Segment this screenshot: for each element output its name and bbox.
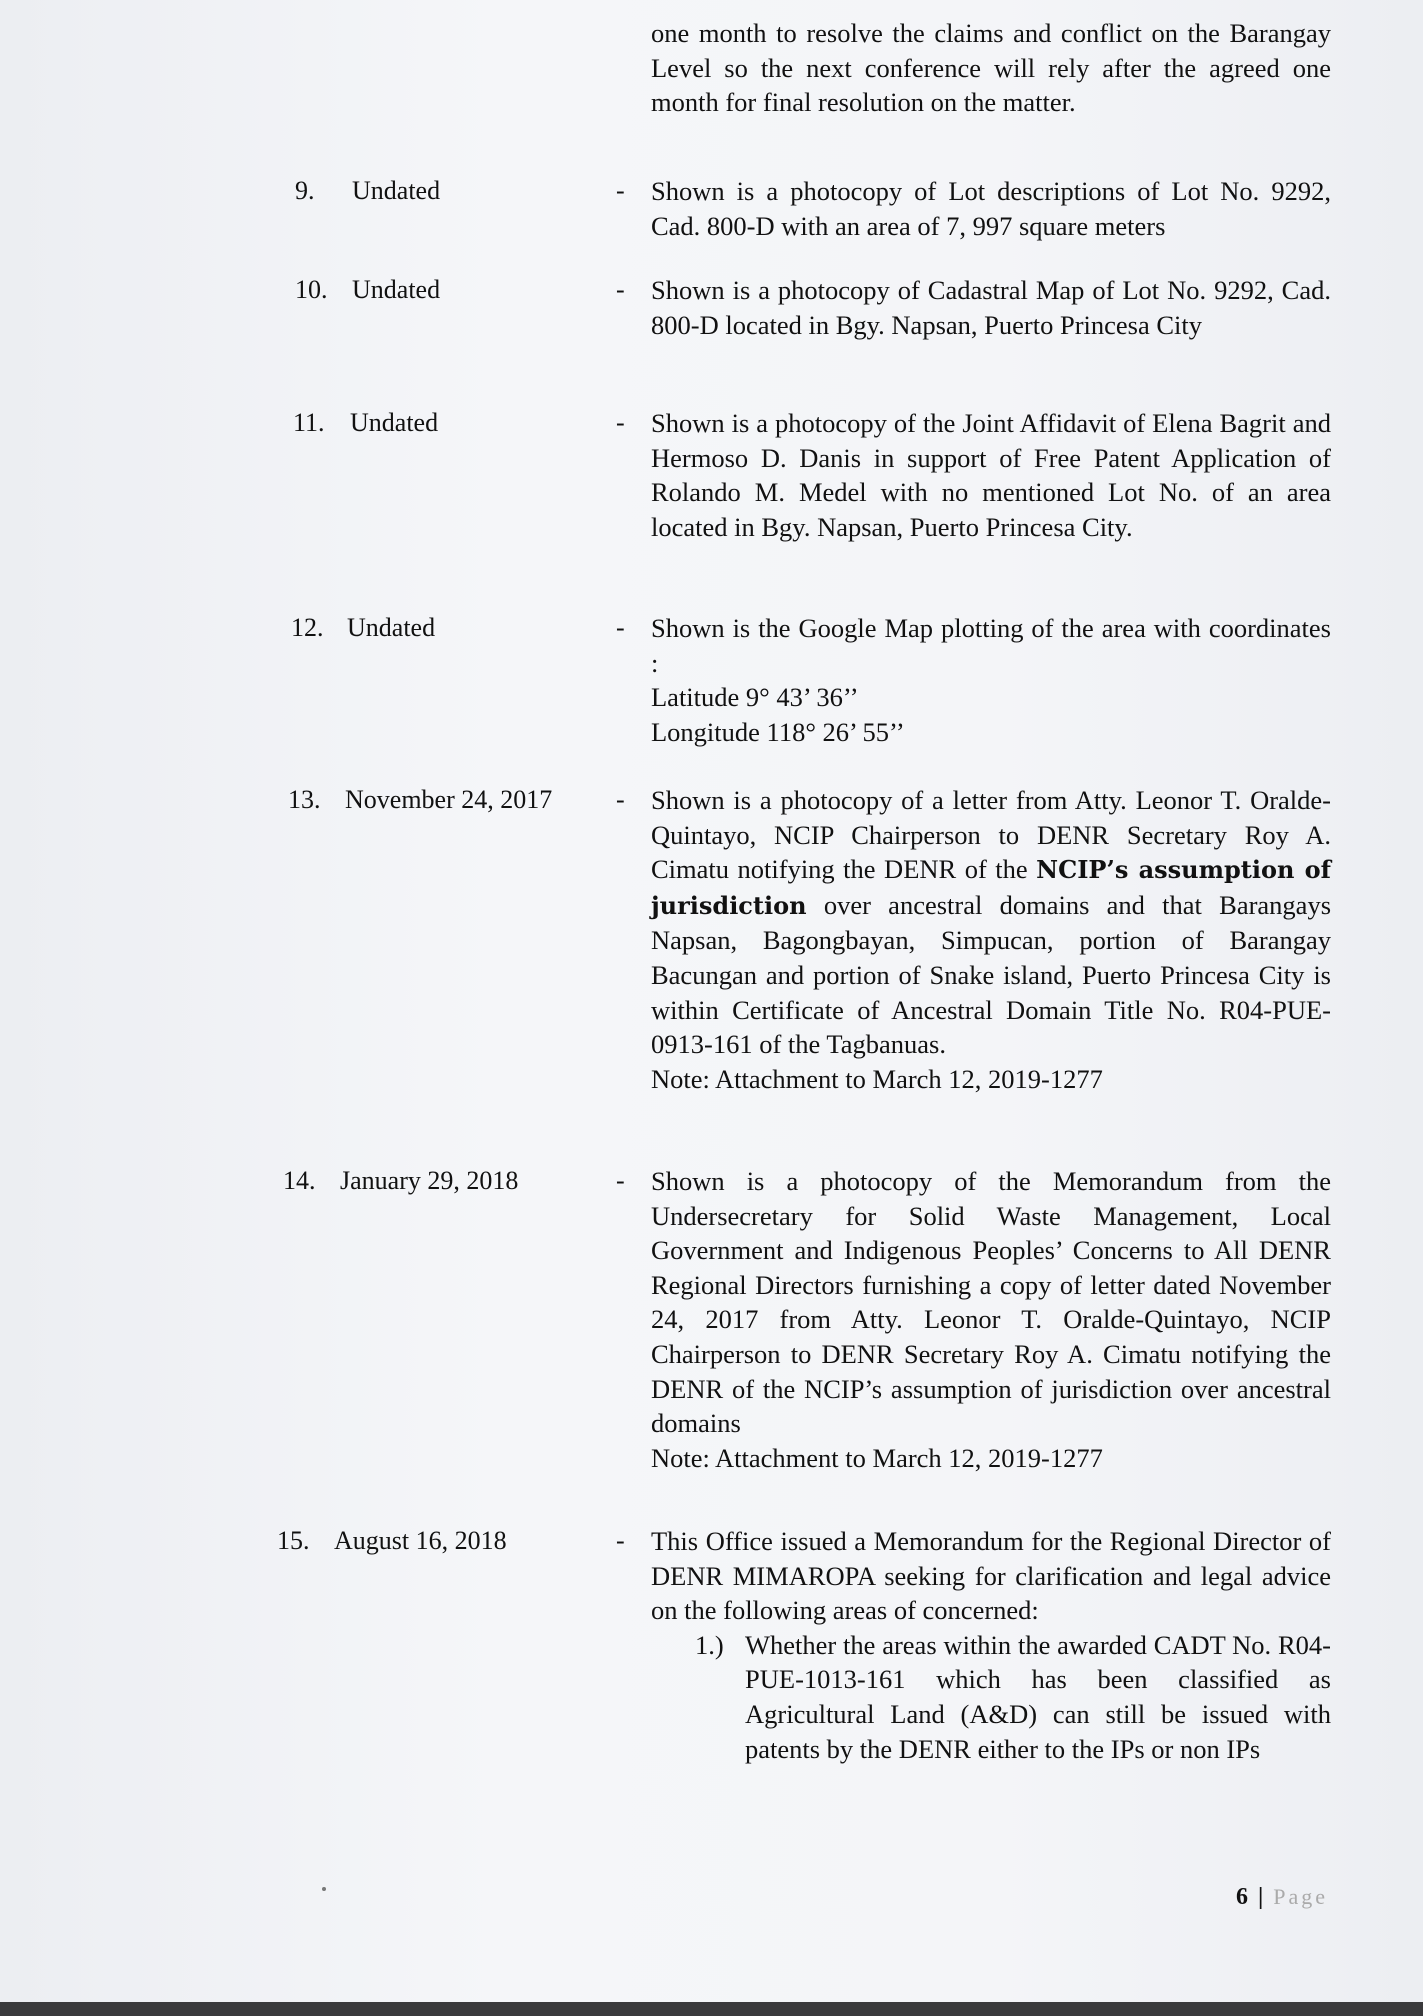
sub-item-number: 1.)	[695, 1629, 724, 1660]
description-text: This Office issued a Memorandum for the Regional Director of DENR MIMAROPA seeking for clarification and legal advice on the following areas of concerned:	[651, 1526, 1331, 1626]
entry-date: August 16, 2018	[334, 1526, 507, 1555]
page-label: Page	[1273, 1884, 1328, 1909]
entry-number: 13.	[288, 785, 321, 814]
latitude-text: Latitude 9° 43’ 36’’	[651, 682, 859, 713]
description-text: Shown is a photocopy of Lot descriptions of Lot No. 9292, Cad. 800-D with an area of 7, 997 square meters	[651, 176, 1331, 241]
entry-date: Undated	[347, 613, 436, 642]
entry-number: 10.	[295, 275, 328, 304]
attachment-note: Note: Attachment to March 12, 2019-1277	[651, 1063, 1103, 1094]
page-footer	[1236, 1884, 1328, 1911]
entry-number: 15.	[277, 1526, 310, 1555]
entry-number: 9.	[295, 176, 315, 205]
description-text: over ancestral domains and that Barangays Napsan, Bagongbayan, Simpucan, portion of Barangay Bacungan and portion of Snake island, Puerto Princesa City is within Certificate of Ancestral Domain Title No. R04-PUE-0913-161 of the Tagbanuas.	[651, 889, 1332, 1060]
ink-speck	[322, 1887, 326, 1891]
longitude-text: Longitude 118° 26’ 55’’	[651, 716, 905, 747]
description-bold-text: NCIP’s assumption of jurisdiction	[651, 855, 1331, 920]
entry-dash: -	[616, 408, 625, 437]
entry-dash: -	[616, 275, 625, 304]
entry-date: November 24, 2017	[345, 785, 553, 814]
description-text: Shown is a photocopy of the Joint Affidavit of Elena Bagrit and Hermoso D. Danis in support of Free Patent Application of Rolando M. Medel with no mentioned Lot No. of an area located in Bgy. Napsan, Puerto Princesa City.	[651, 408, 1331, 542]
description-text: Shown is a photocopy of Cadastral Map of Lot No. 9292, Cad. 800-D located in Bgy. Napsan, Puerto Princesa City	[651, 275, 1331, 340]
intro-paragraph	[651, 16, 1331, 120]
entry-number: 12.	[291, 613, 324, 642]
entry-date: January 29, 2018	[340, 1166, 519, 1195]
entry-number: 14.	[283, 1166, 316, 1195]
description-text: Shown is a photocopy of the Memorandum from the Undersecretary for Solid Waste Management, Local Government and Indigenous Peoples’ Concerns to All DENR Regional Directors furnishing a copy of letter dated November 24, 2017 from Atty. Leonor T. Oralde-Quintayo, NCIP Chairperson to DENR Secretary Roy A. Cimatu notifying the DENR of the NCIP’s assumption of jurisdiction over ancestral domains	[651, 1166, 1331, 1439]
description-text: Shown is a photocopy of a letter from Atty. Leonor T. Oralde-Quintayo, NCIP Chairperson to DENR Secretary Roy A. Cimatu notifying the DENR of the	[651, 785, 1331, 885]
entry-dash: -	[616, 785, 625, 814]
sub-item	[695, 1628, 1331, 1766]
entry-date: Undated	[352, 176, 441, 205]
entry-number: 11.	[293, 408, 325, 437]
entry-description	[651, 611, 1331, 749]
entry-description	[651, 1164, 1331, 1475]
sub-item-text: Whether the areas within the awarded CADT No. R04-PUE-1013-161 which has been classified as Agricultural Land (A&D) can still be issued with patents by the DENR either to the IPs or non IPs	[745, 1629, 1331, 1764]
attachment-note: Note: Attachment to March 12, 2019-1277	[651, 1442, 1103, 1473]
entry-dash: -	[616, 176, 625, 205]
entry-description	[651, 406, 1331, 544]
scan-bottom-edge	[0, 2002, 1423, 2016]
entry-description	[651, 1524, 1331, 1766]
entry-date: Undated	[350, 408, 439, 437]
entry-dash: -	[616, 1526, 625, 1555]
footer-separator: |	[1257, 1884, 1264, 1910]
entry-description	[651, 273, 1331, 342]
page-number: 6	[1235, 1884, 1248, 1910]
entry-dash: -	[616, 613, 625, 642]
intro-text: one month to resolve the claims and conflict on the Barangay Level so the next conference will rely after the agreed one month for final resolution on the matter.	[651, 18, 1331, 118]
entry-date: Undated	[352, 275, 441, 304]
description-text: Shown is the Google Map plotting of the area with coordinates :	[651, 613, 1331, 678]
entry-description	[651, 174, 1331, 243]
entry-description	[651, 783, 1331, 1096]
entry-dash: -	[616, 1166, 625, 1195]
